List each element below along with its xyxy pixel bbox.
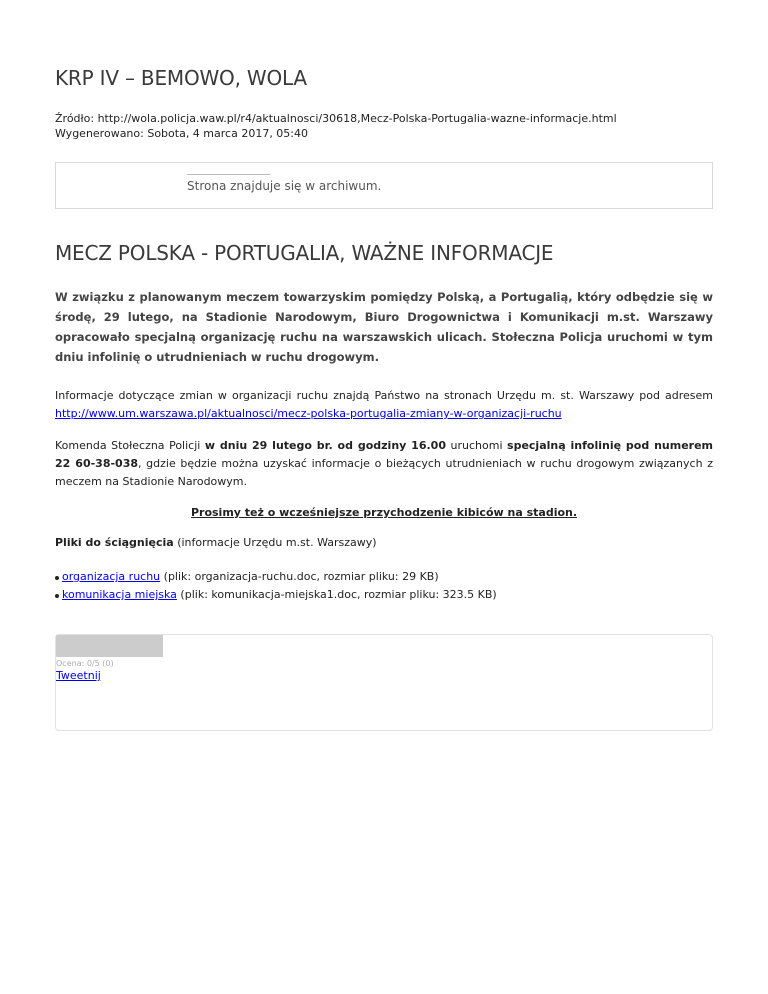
archive-notice-box xyxy=(55,162,713,209)
archive-notice-text: Strona znajduje się w archiwum. xyxy=(187,179,382,193)
files-list xyxy=(55,568,713,604)
article-title: MECZ POLSKA - PORTUGALIA, WAŻNE INFORMACJE xyxy=(55,241,554,265)
tweet-link[interactable]: Tweetnij xyxy=(56,669,101,682)
paragraph-traffic-info xyxy=(55,387,713,423)
files-heading xyxy=(55,535,713,551)
hotline-text-e: , gdzie będzie można uzyskać informacje o bieżących utrudnieniach w ruchu drogowym związanych z meczem na Stadionie Narodowym. xyxy=(55,457,713,488)
bullet-icon xyxy=(55,594,59,598)
file-link-organizacja-ruchu[interactable]: organizacja ruchu xyxy=(62,570,161,583)
rating-box xyxy=(55,634,713,731)
hotline-date: w dniu 29 lutego br. od godziny 16.00 xyxy=(204,439,446,452)
list-item xyxy=(55,586,713,604)
files-heading-bold: Pliki do ściągnięcia xyxy=(55,536,174,549)
meta-info xyxy=(55,111,713,141)
paragraph-hotline xyxy=(55,437,713,491)
bullet-icon xyxy=(55,576,59,580)
file-info: (plik: organizacja-ruchu.doc, rozmiar pliku: 29 KB) xyxy=(160,570,439,583)
generated-line: Wygenerowano: Sobota, 4 marca 2017, 05:40 xyxy=(55,127,309,140)
list-item xyxy=(55,568,713,586)
source-line: Źródło: http://wola.policja.waw.pl/r4/aktualnosci/30618,Mecz-Polska-Portugalia-wazne-informacje.html xyxy=(55,112,617,125)
hotline-number: specjalną infolinię pod numerem 22 60-38-038 xyxy=(55,439,714,470)
fans-note: Prosimy też o wcześniejsze przychodzenie kibiców na stadion. xyxy=(190,506,578,519)
hotline-text-c: uruchomi xyxy=(445,439,508,452)
files-heading-rest: (informacje Urzędu m.st. Warszawy) xyxy=(173,536,377,549)
site-title: KRP IV – BEMOWO, WOLA xyxy=(55,66,307,90)
hotline-text-a: Komenda Stołeczna Policji xyxy=(55,439,205,452)
um-warszawa-link[interactable]: http://www.um.warszawa.pl/aktualnosci/mecz-polska-portugalia-zmiany-w-organizacji-ruchu xyxy=(55,407,562,420)
article-lead: W związku z planowanym meczem towarzyskim pomiędzy Polską, a Portugalią, który odbędzie się w środę, 29 lutego, na Stadionie Narodowym, Biuro Drogownictwa i Komunikacji m.st. Warszawy opracowało specjalną organizację ruchu na warszawskich ulicach. Stołeczna Policja uruchomi w tym dniu infolinię o utrudnieniach w ruchu drogowym. xyxy=(55,290,713,364)
rating-stars-bar[interactable] xyxy=(56,635,163,657)
paragraph-text: Informacje dotyczące zmian w organizacji ruchu znajdą Państwo na stronach Urzędu m. st. Warszawy pod adresem xyxy=(55,389,713,402)
file-link-komunikacja-miejska[interactable]: komunikacja miejska xyxy=(62,588,177,601)
file-info: (plik: komunikacja-miejska1.doc, rozmiar pliku: 323.5 KB) xyxy=(176,588,497,601)
rating-text: Ocena: 0/5 (0) xyxy=(56,659,114,668)
archive-divider xyxy=(187,174,270,175)
